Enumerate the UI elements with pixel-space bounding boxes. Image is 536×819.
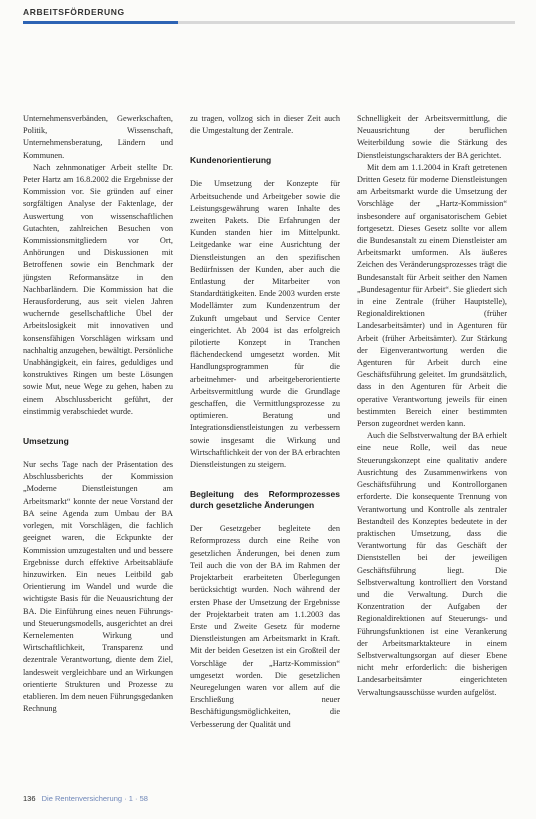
col3-paragraph-3: Auch die Selbstverwaltung der BA erhielt eine neue Rolle, weil das neue Steuerungskonzept eine qualitativ andere Ausrichtung des Zusammenwirkens von Geschäftsführung und Kontrollorganen erforderte. Die konsequente Trennung von Verantwortung und Kontrolle als zentraler Bestandteil des Konzeptes bedeutete in der praktischen Umsetzung, dass die Verantwortung für das Geschäft der Dienststellen bei der jeweiligen Geschäftsführung liegt. Die Selbstverwaltung kontrolliert den Vorstand und die Verwaltung. Durch die Konzentration der Aufgaben der Regionaldirektionen auf Steuerungs- und Führungsfunktionen ist eine Verankerung der Arbeitsmarktakteure in einem Selbstverwaltungsorgan auf dieser Ebene nicht mehr erforderlich: die bisherigen Landesarbeitsämter eingerichteten Verwaltungsausschüsse wurden aufgelöst.	[357, 431, 507, 697]
header-accent-bar	[23, 21, 178, 24]
magazine-name: Die Rentenversicherung · 1 · 58	[41, 794, 148, 803]
column-middle	[190, 113, 340, 731]
heading-umsetzung: Umsetzung	[23, 436, 69, 447]
col1-paragraph-1: Unternehmensverbänden, Gewerkschaften, Politik, Wissenschaft, Unternehmensberatung, Ländern und Kommunen.	[23, 114, 173, 160]
header-rule	[23, 21, 515, 24]
page-footer	[23, 794, 148, 803]
col3-paragraph-1: Schnelligkeit der Arbeitsvermittlung, die Neuausrichtung der beruflichen Weiterbildung sowie die Stärkung des Dienstleistungscharakters der BA gerichtet.	[357, 114, 507, 160]
col1-paragraph-3: Nur sechs Tage nach der Präsentation des Abschlussberichts der Kommission „Moderne Dienstleistungen am Arbeitsmarkt“ konnte der neue Vorstand der BA seine Agenda zum Umbau der BA vorlegen, mit Vorschlägen, die fachlich geeignet waren, die Eckpunkte der Kommission umzugestalten und und bessere Ergebnisse durch effektive Arbeitsabläufe hinzuwirken. Ein neues Leitbild gab Orientierung im Wandel und wurde die wichtigste Basis für die Neuausrichtung der BA. Die Einführung eines neuen Führungs- und Steuerungsmodells, ausgerichtet an drei Kernelementen Wirkung und Wirtschaftlichkeit, Transparenz und dezentrale Verantwortung, diente dem Ziel, landesweit vergleichbare und an Wirkungen orientierte Strukturen und Prozesse zu etablieren. Im dem neuen Führungsgedanken Rechnung	[23, 460, 173, 714]
col2-paragraph-1: zu tragen, vollzog sich in dieser Zeit auch die Umgestaltung der Zentrale.	[190, 114, 340, 136]
column-left	[23, 113, 173, 715]
col1-paragraph-2: Nach zehnmonatiger Arbeit stellte Dr. Peter Hartz am 16.8.2002 die Ergebnisse der Kommission vor. Sie gründen auf einer sorgfältigen Analyse der Faktenlage, der Auswertung von wissenschaftlichen Gutachten, zahlreichen Besuchen von Kommissionsmitgliedern vor Ort, Anhörungen und Diskussionen mit Betroffenen sowie ein Benchmark der jüngsten Reformansätze in den Nachbarländern. Die Kommission hat die Herausforderung, aus seit vielen Jahren wuchernde gesellschaftliche Übel der Arbeitslosigkeit mit innovativen und konsensfähigen Vorschlägen wirksam und nachhaltig anzugehen, bewältigt. Persönliche Unabhängigkeit, ein faires, geduldiges und konstruktives Ringen um beste Lösungen sowie Mut, neue Wege zu gehen, haben zu einem Abschlussbericht geführt, der einstimmig verabschiedet wurde.	[23, 162, 173, 416]
col2-paragraph-3: Der Gesetzgeber begleitete den Reformprozess durch eine Reihe von gesetzlichen Änderungen, bei denen zum Teil auch die von der BA im Rahmen der Projektarbeit erarbeiteten Überlegungen berücksichtigt wurden. Noch während der ersten Phase der Umsetzung der Ergebnisse der Projektarbeit traten am 1.1.2003 das Erste und Zweite Gesetz für moderne Dienstleistungen am Arbeitsmarkt in Kraft. Mit der beiden Gesetzen ist ein Großteil der Vorschläge der „Hartz-Kommission“ umgesetzt worden. Die gesetzlichen Neuregelungen waren vor allem auf die Erschließung neuer Beschäftigungsmöglichkeiten, die Verbesserung der Qualität und	[190, 524, 340, 729]
col2-paragraph-2: Die Umsetzung der Konzepte für Arbeitsuchende und Arbeitgeber sowie die Leistungsgewährung waren Inhalte des zweiten Pakets. Die Erfahrungen der Kunden standen hier im Mittelpunkt. Leitgedanke war eine Ausrichtung der Dienstleistungen an den spezifischen Bedürfnissen der Kunden, aber auch die Entlastung der Mitarbeiter von Standardtätigkeiten. Ende 2003 wurden erste Modellämter zum Kundenzentrum der Zukunft umgebaut und Service Center eingerichtet. Ab 2004 ist das erfolgreich pilotierte Konzept in Tranchen flächendeckend umgesetzt worden. Mit Handlungsprogrammen für die arbeitnehmer- und arbeitgeberorientierte Arbeitsvermittlung wurde die Grundlage geschaffen, die Vermittlungsprozesse zu optimieren. Beratung und Integrationsdienstleistungen zu verbessern sowie insgesamt die Wirkung und Wirtschaftlichkeit der von der BA erbrachten Dienstleistungen zu steigern.	[190, 179, 340, 470]
page-number: 136	[23, 794, 36, 803]
column-right	[357, 113, 507, 699]
page-header	[23, 7, 515, 17]
section-label: ARBEITSFÖRDERUNG	[23, 7, 125, 17]
col3-paragraph-2: Mit dem am 1.1.2004 in Kraft getretenen Dritten Gesetz für moderne Dienstleistungen am Arbeitsmarkt wurde die Umsetzung der Vorschläge der „Hartz-Kommission“ insbesondere auf organisatorischem Gebiet fortgesetzt. Dieses Gesetz sollte vor allem die Bundesanstalt zu einem Dienstleister am Arbeitsmarkt umformen. Als äußeres Zeichen des Veränderungsprozesses trägt die Bundesanstalt für Arbeit seither den Namen „Bundesagentur für Arbeit“. Sie gliedert sich in eine Zentrale (früher Hauptstelle), Regionaldirektionen (früher Landesarbeitsämter) und in Agenturen für Arbeit (früher Arbeitsämter). Zur Stärkung der Eigenverantwortung werden die Agenturen für Arbeit durch eine Geschäftsführung geleitet. Im grundsätzlich, dass in den Agenturen für Arbeit die operative Verantwortung jeweils für einen bestimmten Bereich einer bestimmten Person zugeordnet werden kann.	[357, 162, 507, 429]
heading-reformprozess: Begleitung des Reformprozesses durch gesetzliche Änderungen	[190, 489, 340, 511]
heading-kundenorientierung: Kundenorientierung	[190, 155, 272, 166]
